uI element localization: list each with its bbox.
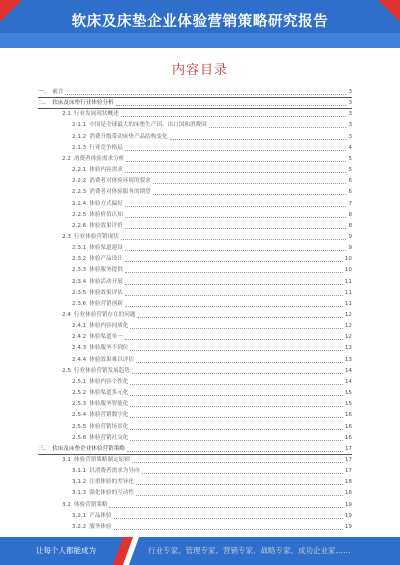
toc-leader-dots	[125, 227, 347, 229]
toc-entry-number: 2.2.6	[72, 222, 87, 229]
toc-leader-dots	[142, 472, 343, 474]
toc-entry-number: 3.2.1	[72, 512, 87, 519]
toc-leader-dots	[125, 205, 347, 207]
toc-entry-number: 2.2.1	[72, 167, 87, 174]
toc-leader-dots	[121, 238, 347, 240]
toc-entry-page: 16	[344, 412, 352, 419]
toc-entry-number: 2.1	[62, 111, 71, 118]
toc-leader-dots	[125, 260, 343, 262]
toc-entry[interactable]	[72, 165, 352, 175]
toc-entry-text: 体验渠道建设	[89, 245, 123, 252]
toc-entry-text: 体验营销社交化	[89, 434, 129, 441]
toc-entry[interactable]	[72, 143, 352, 153]
toc-entry[interactable]	[72, 477, 352, 487]
toc-leader-dots	[127, 450, 343, 452]
toc-entry[interactable]	[72, 265, 352, 275]
toc-entry-text: 体验营销数字化	[89, 412, 129, 419]
toc-entry-text: 以消费者需求为导向	[89, 468, 140, 475]
toc-leader-dots	[130, 383, 342, 385]
toc-entry-number: 2.4.2	[72, 334, 87, 341]
toc-entry-page: 19	[344, 501, 352, 508]
toc-leader-dots	[126, 160, 346, 162]
toc-entry[interactable]	[62, 500, 352, 510]
toc-entry-number: 2.5.5	[72, 423, 87, 430]
toc-entry-page: 17	[344, 468, 352, 475]
toc-entry-text: 体验效果难以评估	[89, 356, 134, 363]
toc-entry-text: 体验渠道单一	[89, 334, 123, 341]
toc-entry-number: 一、	[38, 89, 50, 95]
toc-entry[interactable]	[72, 343, 352, 353]
toc-leader-dots	[65, 93, 346, 95]
toc-leader-dots	[170, 138, 347, 140]
toc-leader-dots	[116, 104, 347, 106]
toc-entry-page: 18	[344, 479, 352, 486]
toc-entry-text: 体验方式偏好	[89, 200, 123, 207]
toc-leader-dots	[125, 283, 343, 285]
toc-entry[interactable]	[72, 254, 352, 264]
toc-entry-text: 强化体验的互动性	[89, 490, 134, 497]
toc-entry-page: 4	[348, 144, 352, 151]
toc-entry-page: 8	[348, 211, 352, 218]
toc-entry-number: 2.3.4	[72, 278, 87, 285]
toc-entry-page: 10	[344, 256, 352, 263]
toc-entry-page: 5	[348, 167, 352, 174]
toc-entry[interactable]	[38, 98, 352, 109]
toc-entry-page: 13	[344, 356, 352, 363]
toc-entry-number: 2.1.2	[72, 133, 87, 140]
toc-leader-dots	[114, 517, 343, 519]
toc-entry-text: 体验效果评价	[89, 222, 123, 229]
toc-entry-text: 体验营销场景化	[89, 423, 129, 430]
toc-entry-text: 体验营销策略	[73, 501, 108, 508]
toc-entry-text: 前言	[52, 89, 64, 95]
toc-entry-number: 2.3.5	[72, 289, 87, 296]
toc-entry-number: 2.3.3	[72, 267, 87, 274]
toc-entry-text: 注重体验的差异化	[89, 479, 134, 486]
toc-entry-number: 2.3.2	[72, 256, 87, 263]
toc-entry-page: 17	[344, 445, 352, 452]
toc-entry[interactable]	[72, 522, 352, 532]
toc-entry-number: 2.2.2	[72, 178, 87, 185]
toc-entry-page: 11	[344, 289, 352, 296]
toc-entry[interactable]	[72, 299, 352, 309]
toc-entry-page: 15	[344, 401, 352, 408]
toc-entry-page: 3	[348, 133, 352, 140]
toc-entry-number: 2.5.4	[72, 412, 87, 419]
toc-leader-dots	[125, 171, 347, 173]
toc-entry[interactable]	[72, 355, 352, 365]
toc-entry[interactable]	[72, 466, 352, 476]
toc-entry-text: 体验营销创新	[89, 300, 123, 307]
toc-entry-text: 体验产品设计	[89, 256, 123, 263]
toc-leader-dots	[130, 416, 342, 418]
toc-entry-page: 12	[344, 312, 352, 318]
toc-leader-dots	[136, 361, 343, 363]
toc-entry-number: 3.1	[62, 456, 71, 463]
toc-entry-text: 行业体验营销发展趋势	[73, 367, 130, 374]
toc-entry-number: 三、	[38, 445, 50, 452]
toc-entry-text: 体验服务提供	[89, 267, 123, 274]
footer-slogan: 让每个人都能成为	[36, 546, 96, 555]
toc-entry-page: 6	[348, 189, 352, 196]
toc-entry-page: 17	[344, 456, 352, 463]
toc-entry-text: 行业发展现状概述	[73, 111, 119, 118]
toc-entry-text: 产品体验	[89, 512, 112, 519]
toc-entry[interactable]	[72, 176, 352, 186]
toc-entry-text: 中国是全球最大的床垫生产国、出口国和消费国	[89, 122, 207, 129]
toc-entry-page: 3	[348, 100, 352, 107]
toc-entry[interactable]	[72, 332, 352, 342]
toc-leader-dots	[125, 294, 343, 296]
toc-entry-page: 19	[344, 512, 352, 519]
toc-entry-text: 体验营销策略制定原则	[73, 456, 130, 463]
toc-entry-text: 消费者体验需求分析	[73, 155, 125, 162]
toc-entry-text: 消费者对体验服务的期望	[89, 189, 151, 196]
toc-leader-dots	[125, 338, 343, 340]
toc-entry-text: 软床及床垫行业体验分析	[52, 100, 114, 107]
toc-leader-dots	[109, 506, 342, 508]
toc-entry[interactable]	[72, 422, 352, 432]
toc-leader-dots	[130, 327, 342, 329]
toc-entry[interactable]	[72, 210, 352, 220]
toc-leader-dots	[153, 182, 347, 184]
toc-leader-dots	[130, 428, 342, 430]
toc-entry[interactable]	[72, 511, 352, 521]
toc-entry-number: 2.1.3	[72, 144, 87, 151]
toc-entry-page: 14	[344, 367, 352, 374]
toc-entry-page: 13	[344, 345, 352, 352]
toc-entry-number: 2.3.6	[72, 300, 87, 307]
toc-leader-dots	[125, 305, 343, 307]
toc-entry-page: 11	[344, 300, 352, 307]
toc-entry[interactable]	[72, 321, 352, 331]
toc-entry-text: 行业竞争格局	[89, 144, 123, 151]
toc-entry-text: 服务体验	[89, 523, 112, 530]
toc-entry[interactable]	[72, 288, 352, 298]
toc-leader-dots	[136, 483, 343, 485]
toc-entry-number: 3.2.2	[72, 523, 87, 530]
toc-entry-text: 体验价值认知	[89, 211, 123, 218]
toc-entry[interactable]	[62, 310, 352, 320]
toc-entry-text: 体验内容个性化	[89, 378, 129, 385]
footer-tagline: 行业专家、管理专家、营销专家、战略专家、成功企业家……	[148, 546, 351, 555]
toc-leader-dots	[136, 494, 343, 496]
toc-leader-dots	[121, 115, 347, 117]
toc-entry-number: 2.5	[62, 367, 71, 374]
toc-entry-number: 3.1.1	[72, 468, 87, 475]
toc-entry-page: 18	[344, 490, 352, 497]
toc-entry[interactable]	[72, 399, 352, 409]
toc-entry-page: 14	[344, 378, 352, 385]
footer-banner	[0, 537, 400, 565]
toc-entry-number: 2.4.4	[72, 356, 87, 363]
toc-entry-page: 3	[348, 122, 352, 129]
toc-entry-text: 体验服务智能化	[89, 401, 129, 408]
toc-entry-page: 15	[344, 390, 352, 397]
toc-leader-dots	[130, 439, 342, 441]
toc-entry-number: 2.5.2	[72, 390, 87, 397]
toc-entry-text: 消费升级带动床垫产品结构变化	[89, 133, 168, 140]
toc-leader-dots	[125, 249, 347, 251]
toc-leader-dots	[130, 349, 342, 351]
toc-entry[interactable]	[72, 433, 352, 443]
toc-entry-number: 2.3	[62, 233, 71, 240]
toc-entry[interactable]	[72, 120, 352, 130]
toc-entry[interactable]	[62, 154, 352, 164]
toc-entry-page: 10	[344, 267, 352, 274]
toc-entry[interactable]	[72, 377, 352, 387]
toc-entry[interactable]	[72, 488, 352, 498]
toc-entry-number: 2.2.3	[72, 189, 87, 196]
toc-entry[interactable]	[62, 455, 352, 465]
toc-leader-dots	[137, 316, 342, 318]
toc-entry-text: 消费者对体验环境的要求	[89, 178, 151, 185]
toc-entry-number: 3.2	[62, 501, 71, 508]
toc-entry-number: 3.1.2	[72, 479, 87, 486]
toc-entry-page: 7	[348, 200, 352, 207]
toc-entry[interactable]	[62, 109, 352, 119]
toc-entry-page: 16	[344, 423, 352, 430]
toc-entry-number: 2.4	[62, 312, 71, 318]
toc-entry-number: 2.4.3	[72, 345, 87, 352]
toc-entry-number: 2.3.1	[72, 245, 87, 252]
toc-entry-number: 2.5.3	[72, 401, 87, 408]
toc-entry-number: 3.1.3	[72, 490, 87, 497]
toc-entry-page: 19	[344, 523, 352, 530]
toc-entry-page: 12	[344, 334, 352, 341]
toc-entry[interactable]	[38, 87, 352, 98]
toc-entry-text: 体验活动开展	[89, 278, 123, 285]
toc-entry-page: 9	[348, 245, 352, 252]
toc-entry-page: 3	[348, 89, 352, 95]
toc-entry-number: 2.2.5	[72, 211, 87, 218]
toc-leader-dots	[114, 528, 343, 530]
toc-entry-text: 软床及床垫企业体验营销策略	[52, 445, 125, 452]
toc-entry-page: 5	[348, 155, 352, 162]
toc-entry-page: 3	[348, 111, 352, 118]
toc-leader-dots	[125, 271, 343, 273]
toc-entry-text: 体验效果评估	[89, 289, 123, 296]
toc-entry[interactable]	[72, 410, 352, 420]
toc-entry-number: 二、	[38, 100, 50, 107]
toc-leader-dots	[209, 126, 347, 128]
toc-entry-page: 6	[348, 178, 352, 185]
toc-entry-number: 2.4.1	[72, 323, 87, 330]
toc-entry[interactable]	[72, 199, 352, 209]
toc-entry-page: 12	[344, 323, 352, 330]
toc-leader-dots	[125, 216, 347, 218]
toc-entry-text: 体验渠道多元化	[89, 390, 129, 397]
toc-entry-number: 2.2.4	[72, 200, 87, 207]
toc-leader-dots	[153, 193, 347, 195]
report-title: 软床及床垫企业体验营销策略研究报告	[71, 14, 329, 30]
toc-leader-dots	[125, 149, 347, 151]
toc-entry[interactable]	[72, 277, 352, 287]
toc-entry-number: 2.2	[62, 155, 71, 162]
toc-entry-number: 2.5.6	[72, 434, 87, 441]
toc-leader-dots	[132, 461, 343, 463]
toc-entry-text: 行业体验营销现状	[73, 233, 119, 240]
toc-entry[interactable]	[38, 444, 352, 455]
toc-entry-text: 体验服务不到位	[89, 345, 129, 352]
toc-entry[interactable]	[62, 232, 352, 242]
toc-entry-number: 2.1.1	[72, 122, 87, 129]
toc-leader-dots	[130, 394, 342, 396]
toc-entry[interactable]	[72, 388, 352, 398]
toc-entry[interactable]	[72, 132, 352, 142]
toc-entry-number: 2.5.1	[72, 378, 87, 385]
toc-entry-text: 体验内容需求	[89, 167, 123, 174]
toc-entry[interactable]	[62, 366, 352, 376]
toc-leader-dots	[132, 372, 343, 374]
toc-entry[interactable]	[72, 187, 352, 197]
toc-leader-dots	[130, 405, 342, 407]
toc-entry[interactable]	[72, 243, 352, 253]
toc-entry-text: 体验内容同质化	[89, 323, 129, 330]
toc-entry-page: 9	[348, 233, 352, 240]
toc-entry-page: 8	[348, 222, 352, 229]
toc-entry-page: 16	[344, 434, 352, 441]
toc-entry-text: 行业体验营销存在的问题	[73, 312, 136, 318]
toc-entry[interactable]	[72, 221, 352, 231]
toc-heading: 内容目录	[171, 63, 228, 78]
toc-entry-page: 11	[344, 278, 352, 285]
